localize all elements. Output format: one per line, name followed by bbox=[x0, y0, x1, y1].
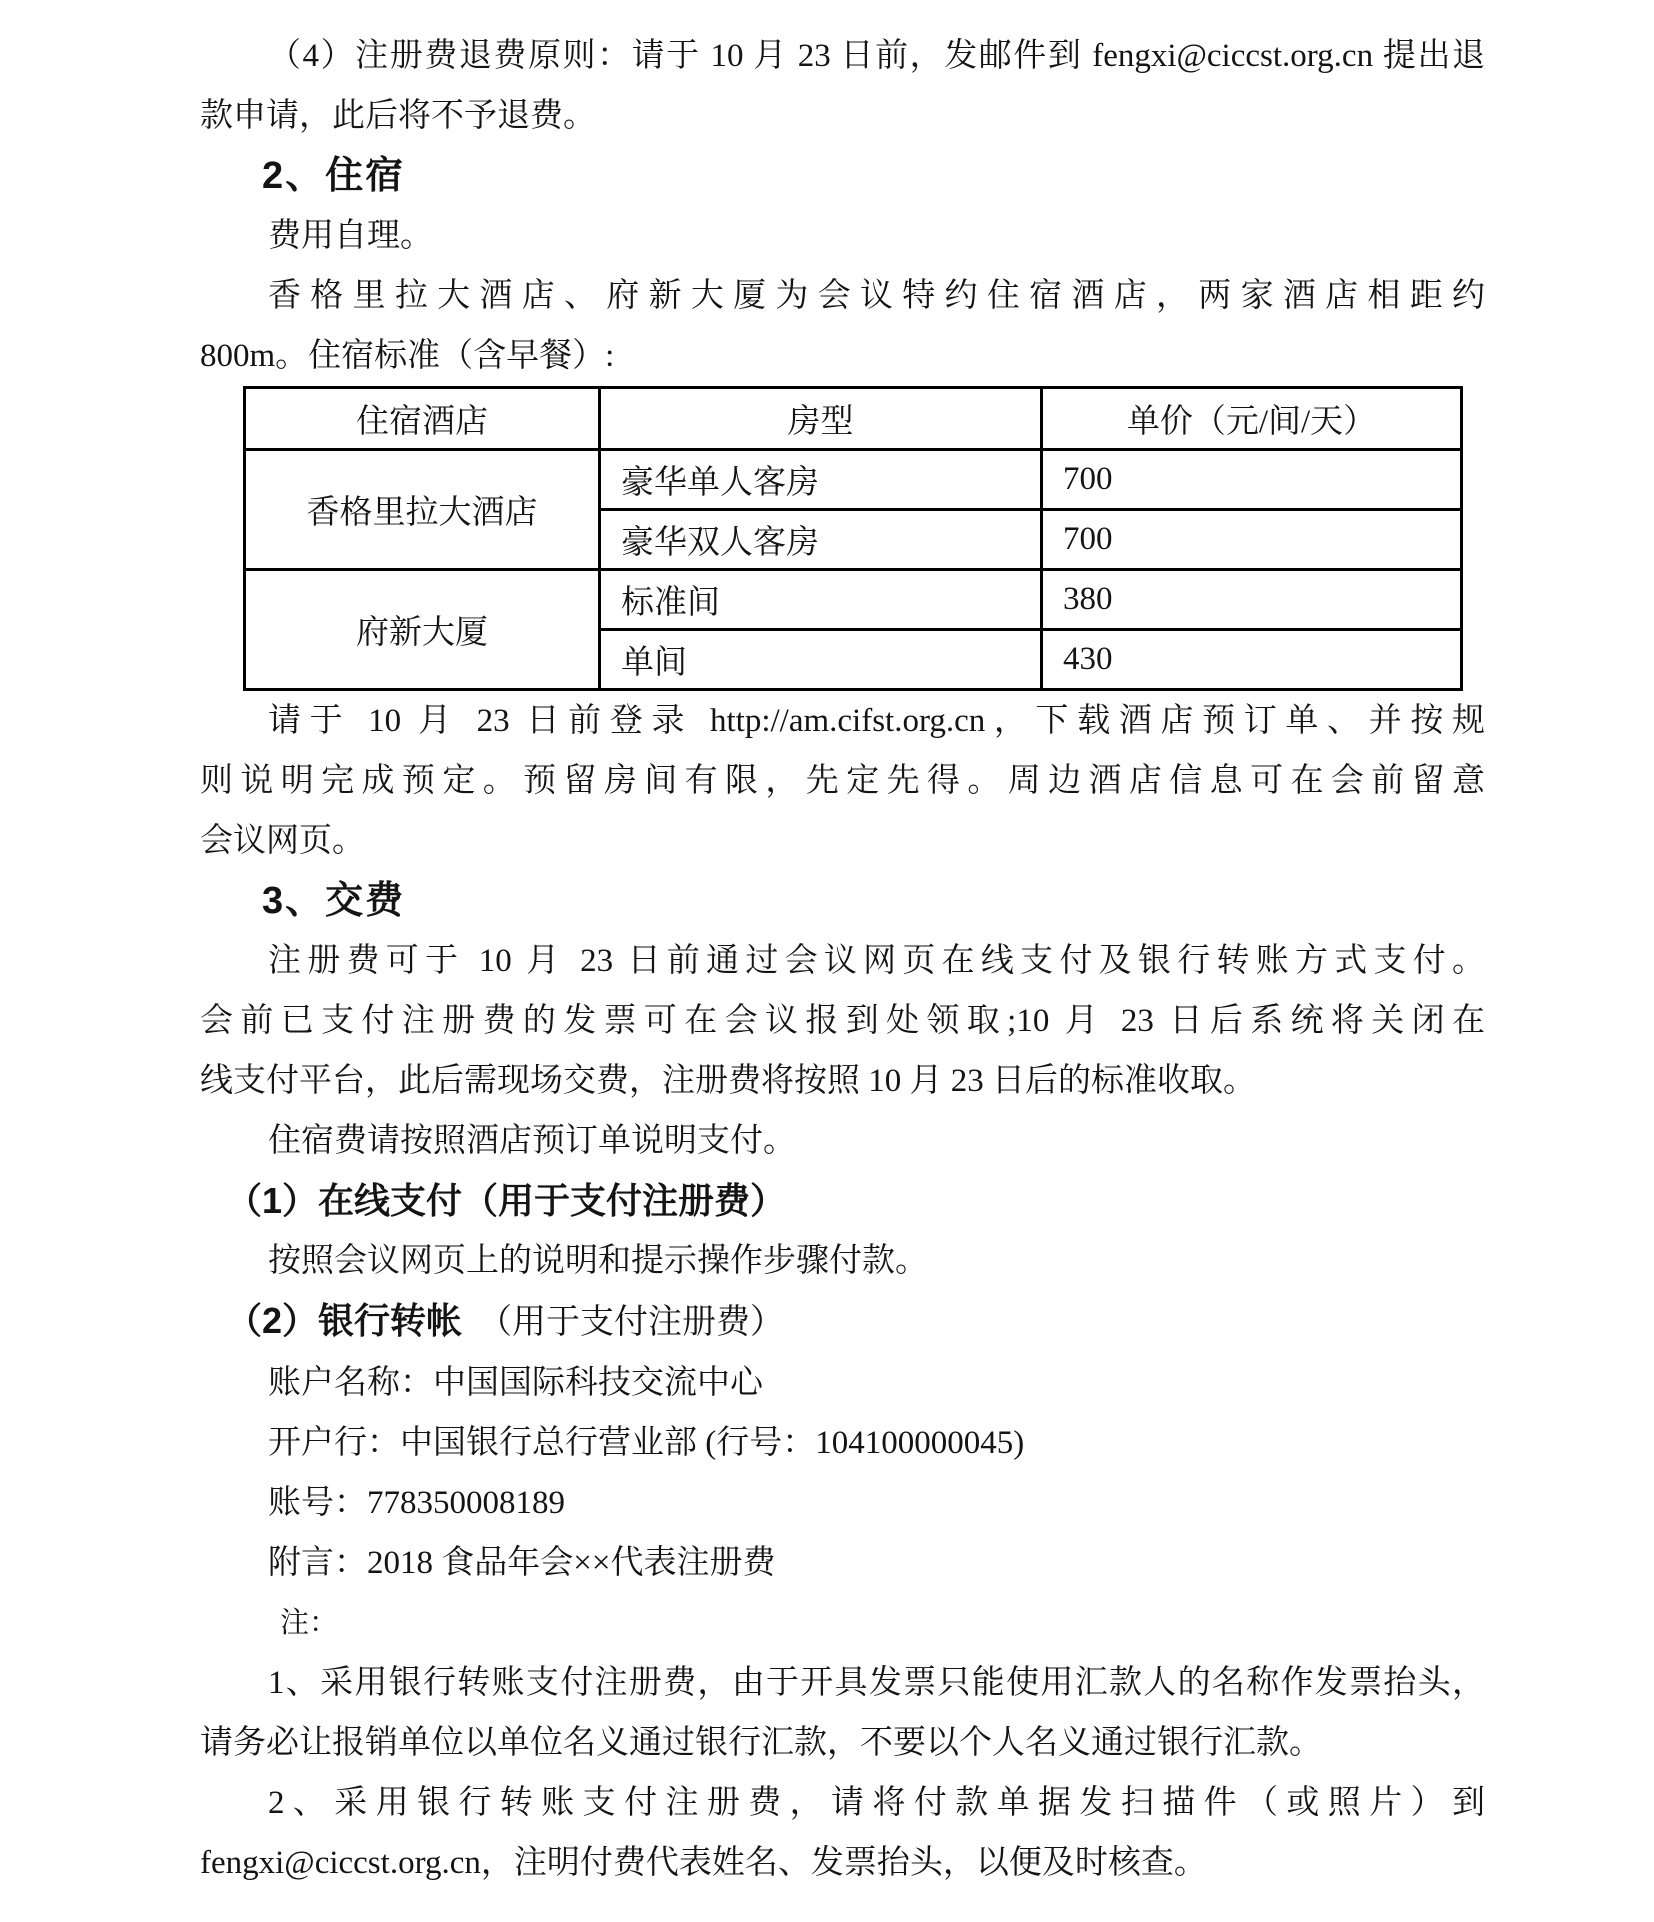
bank-transfer-heading bbox=[200, 1291, 1485, 1353]
accommodation-heading: 2、住宿 bbox=[262, 155, 406, 197]
hotel-price-table bbox=[243, 386, 1463, 691]
bank-transfer-heading-note: （用于支付注册费） bbox=[478, 1304, 785, 1341]
room-type: 标准间 bbox=[600, 570, 1042, 630]
header-price: 单价（元/间/天） bbox=[1042, 388, 1462, 450]
note1-line-1: 1、采用银行转账支付注册费，由于开具发票只能使用汇款人的名称作发票抬头， bbox=[268, 1665, 1485, 1701]
online-payment-heading: （1）在线支付（用于支付注册费） bbox=[226, 1180, 787, 1221]
notes-label: 注： bbox=[280, 1607, 339, 1639]
room-price: 700 bbox=[1042, 510, 1462, 570]
header-room-type: 房型 bbox=[600, 388, 1042, 450]
header-hotel: 住宿酒店 bbox=[245, 388, 600, 450]
refund-policy-line-1: （4）注册费退费原则：请于 10 月 23 日前，发邮件到 fengxi@ciccst.org.cn 提出退 bbox=[268, 38, 1485, 74]
room-price: 430 bbox=[1042, 630, 1462, 690]
room-type: 豪华单人客房 bbox=[600, 450, 1042, 510]
booking-line-1: 请于 10 月 23 日前登录 http://am.cifst.org.cn，下载酒店预订单、并按规 bbox=[268, 703, 1485, 739]
room-price: 700 bbox=[1042, 450, 1462, 510]
payment-intro-line-1: 注册费可于 10 月 23 日前通过会议网页在线支付及银行转账方式支付。 bbox=[268, 943, 1485, 979]
note1-line-2: 请务必让报销单位以单位名义通过银行汇款，不要以个人名义通过银行汇款。 bbox=[200, 1725, 1322, 1761]
note2-line-2: fengxi@ciccst.org.cn，注明付费代表姓名、发票抬头，以便及时核查。 bbox=[200, 1845, 1207, 1881]
room-price: 380 bbox=[1042, 570, 1462, 630]
hotel-fee-line: 住宿费请按照酒店预订单说明支付。 bbox=[268, 1123, 796, 1159]
booking-line-3: 会议网页。 bbox=[200, 823, 365, 859]
bank-transfer-heading-bold: （2）银行转帐 bbox=[226, 1300, 463, 1341]
refund-policy-line-2: 款申请，此后将不予退费。 bbox=[200, 98, 596, 134]
payment-heading: 3、交费 bbox=[262, 880, 406, 922]
online-payment-desc: 按照会议网页上的说明和提示操作步骤付款。 bbox=[268, 1243, 928, 1279]
room-type: 豪华双人客房 bbox=[600, 510, 1042, 570]
bank-branch: 开户行：中国银行总行营业部 (行号：104100000045) bbox=[268, 1425, 1025, 1461]
booking-line-2: 则说明完成预定。预留房间有限，先定先得。周边酒店信息可在会前留意 bbox=[200, 763, 1485, 799]
bank-memo: 附言：2018 食品年会××代表注册费 bbox=[268, 1545, 776, 1581]
hotels-intro-line-1: 香格里拉大酒店、府新大厦为会议特约住宿酒店，两家酒店相距约 bbox=[268, 278, 1485, 314]
bank-account-name: 账户名称：中国国际科技交流中心 bbox=[268, 1365, 763, 1401]
payment-intro-line-2: 会前已支付注册费的发票可在会议报到处领取;10 月 23 日后系统将关闭在 bbox=[200, 1003, 1485, 1039]
hotels-intro-line-2: 800m。住宿标准（含早餐）: bbox=[200, 338, 615, 374]
table-header-row bbox=[245, 388, 1462, 450]
note2-line-1: 2、采用银行转账支付注册费，请将付款单据发扫描件（或照片）到 bbox=[268, 1785, 1485, 1821]
table-row bbox=[245, 570, 1462, 630]
payment-intro-line-3: 线支付平台，此后需现场交费，注册费将按照 10 月 23 日后的标准收取。 bbox=[200, 1063, 1256, 1099]
table-row bbox=[245, 450, 1462, 510]
bank-account-number: 账号：778350008189 bbox=[268, 1485, 565, 1521]
hotel-name-fuxin: 府新大厦 bbox=[245, 570, 600, 690]
hotel-name-shangrila: 香格里拉大酒店 bbox=[245, 450, 600, 570]
room-type: 单间 bbox=[600, 630, 1042, 690]
accommodation-self-pay: 费用自理。 bbox=[268, 218, 433, 254]
